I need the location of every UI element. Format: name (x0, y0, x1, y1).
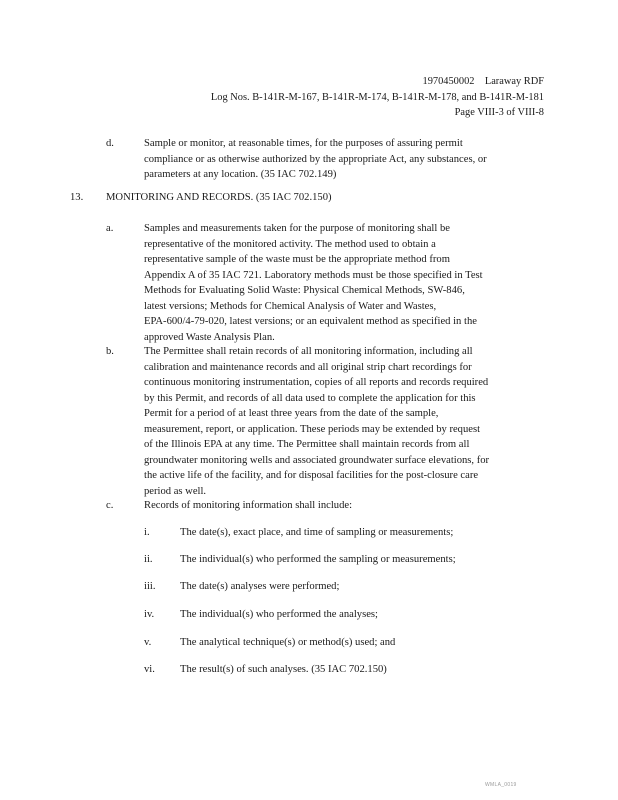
section-number: 13. (70, 192, 84, 203)
item-a-line: representative of the monitored activity. The method used to obtain a (144, 238, 436, 250)
page-header (211, 74, 544, 121)
list-item-text: The date(s) analyses were performed; (180, 581, 340, 592)
item-b-line: of the Illinois EPA at any time. The Permittee shall maintain records from all (144, 439, 470, 450)
item-b-line: measurement, report, or application. These periods may be extended by request (144, 423, 481, 435)
item-a-line: approved Waste Analysis Plan. (144, 331, 275, 343)
item-b-line: groundwater monitoring wells and associated groundwater surface elevations, for (144, 454, 490, 466)
list-item-number: i. (144, 527, 150, 538)
item-a-text (144, 221, 544, 345)
list-item-number: iii. (144, 581, 156, 592)
item-a-line: representative sample of the waste must be the appropriate method from (144, 254, 450, 265)
item-b-line: The Permittee shall retain records of all monitoring information, including all (144, 346, 473, 357)
list-item-number: ii. (144, 554, 153, 565)
item-a-line: Samples and measurements taken for the purpose of monitoring shall be (144, 223, 450, 234)
item-b-line: by this Permit, and records of all data used to complete the application for this (144, 392, 476, 404)
item-b-marker: b. (106, 346, 114, 357)
item-a-line: EPA-600/4-79-020, latest versions; or an equivalent method as specified in the (144, 316, 477, 327)
page-number-line: Page VIII-3 of VIII-8 (454, 107, 544, 119)
item-d-line: Sample or monitor, at reasonable times, for the purposes of assuring permit (144, 138, 463, 149)
list-item-number: vi. (144, 664, 155, 675)
item-d-line: parameters at any location. (35 IAC 702.149) (144, 169, 337, 180)
item-b-text (144, 344, 544, 499)
item-d-text (144, 136, 544, 183)
item-b-line: the active life of the facility, and for disposal facilities for the post-closure care (144, 470, 479, 481)
item-d-line: compliance or as otherwise authorized by the appropriate Act, any substances, or (144, 153, 487, 165)
item-c-intro: Records of monitoring information shall include: (144, 500, 353, 511)
item-b-line: calibration and maintenance records and all original strip chart recordings for (144, 361, 472, 373)
section-title: MONITORING AND RECORDS. (35 IAC 702.150) (106, 192, 332, 203)
facility-id-line: 1970450002 Laraway RDF (422, 76, 544, 87)
item-a-line: Methods for Evaluating Solid Waste: Physical Chemical Methods, SW-846, (144, 285, 465, 296)
list-item-text: The result(s) of such analyses. (35 IAC 702.150) (180, 664, 387, 675)
item-a-line: Appendix A of 35 IAC 721. Laboratory methods must be those specified in Test (144, 269, 483, 281)
list-item-text: The analytical technique(s) or method(s) used; and (180, 637, 396, 648)
item-c-marker: c. (106, 500, 114, 511)
list-item-number: iv. (144, 609, 155, 620)
item-b-line: Permit for a period of at least three years from the date of the sample, (144, 408, 439, 419)
item-d-marker: d. (106, 138, 114, 149)
list-item-text: The individual(s) who performed the sampling or measurements; (180, 554, 456, 565)
log-numbers-line: Log Nos. B-141R-M-167, B-141R-M-174, B-141R-M-178, and B-141R-M-181 (210, 91, 544, 103)
list-item-text: The date(s), exact place, and time of sampling or measurements; (180, 527, 454, 538)
list-item-number: v. (144, 637, 152, 648)
bates-stamp: WMLA_0019 (485, 782, 517, 788)
item-b-line: continuous monitoring instrumentation, copies of all reports and records required (144, 377, 489, 388)
item-b-line: period as well. (144, 485, 207, 497)
item-a-marker: a. (106, 223, 114, 234)
item-a-line: latest versions; Methods for Chemical Analysis of Water and Wastes, (144, 300, 437, 312)
list-item-text: The individual(s) who performed the analyses; (180, 609, 378, 620)
